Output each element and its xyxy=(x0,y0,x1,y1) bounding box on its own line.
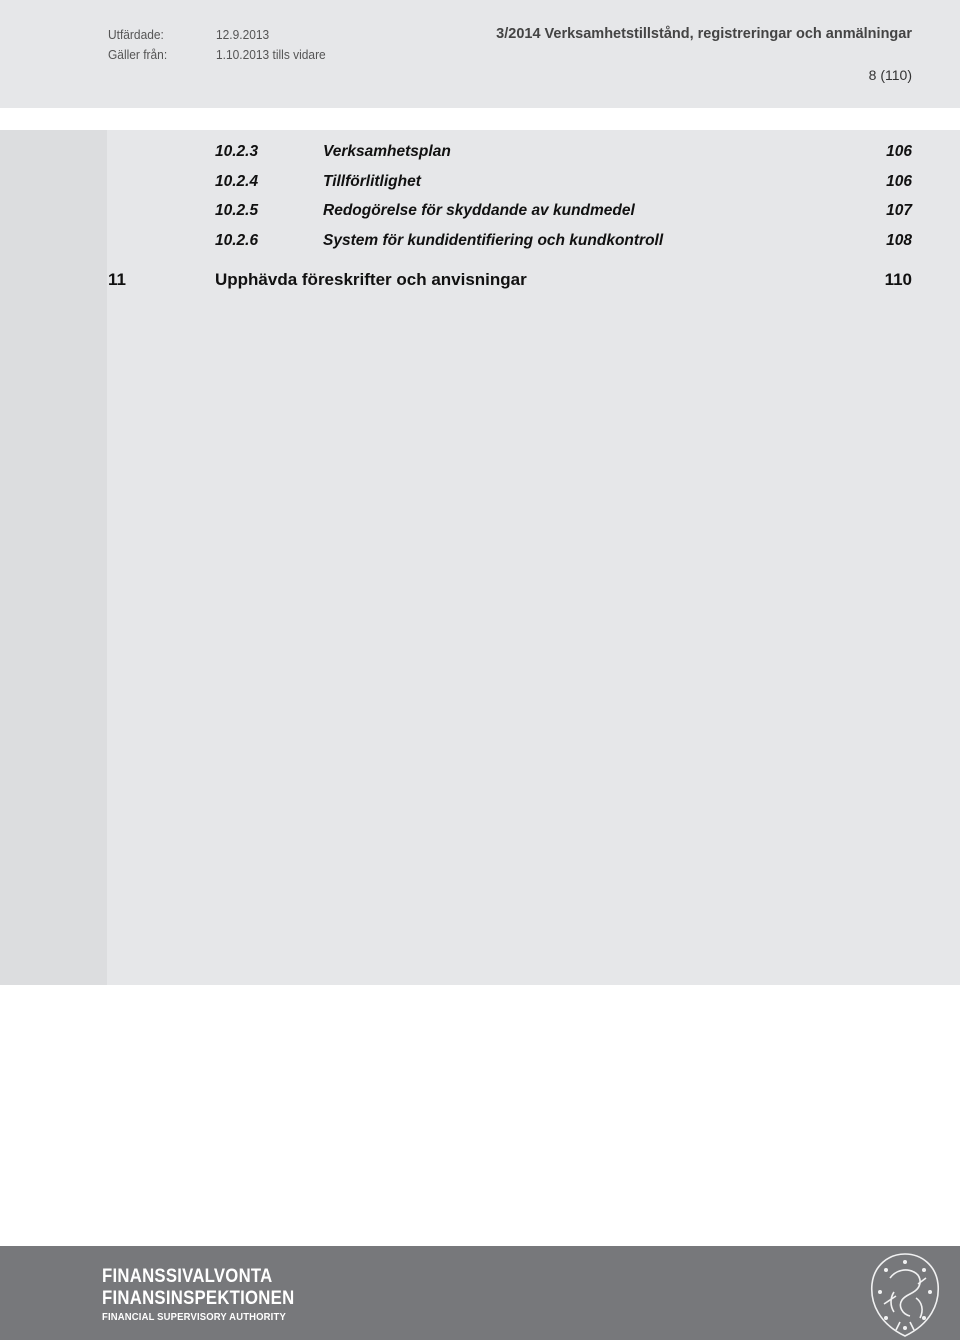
toc-page: 107 xyxy=(886,202,912,219)
document-title: 3/2014 Verksamhetstillstånd, registreringar och anmälningar xyxy=(496,26,912,42)
toc-number: 10.2.6 xyxy=(215,232,259,249)
page-footer xyxy=(0,1246,960,1340)
issued-label: Utfärdade: xyxy=(108,27,164,42)
toc-title: System för kundidentifiering och kundkontroll xyxy=(323,232,664,249)
toc-page: 106 xyxy=(886,143,912,160)
toc-number: 10.2.5 xyxy=(215,202,259,219)
logo-line-finnish: FINANSSIVALVONTA xyxy=(102,1266,273,1287)
toc-title: Upphävda föreskrifter och anvisningar xyxy=(215,270,527,289)
toc-entry-chapter[interactable] xyxy=(0,270,960,298)
valid-from-label: Gäller från: xyxy=(108,47,168,62)
toc-entry[interactable] xyxy=(0,232,960,260)
toc-page: 106 xyxy=(886,173,912,190)
toc-entry[interactable] xyxy=(0,143,960,171)
toc-page: 108 xyxy=(886,232,912,249)
toc-page: 110 xyxy=(884,270,912,289)
page-header xyxy=(0,0,960,108)
toc-number: 10.2.4 xyxy=(215,173,259,190)
toc-number: 11 xyxy=(108,270,126,289)
toc-title: Tillförlitlighet xyxy=(323,173,421,190)
lion-crest-icon xyxy=(860,1248,950,1340)
logo-line-swedish: FINANSINSPEKTIONEN xyxy=(102,1288,295,1309)
toc-title: Verksamhetsplan xyxy=(323,143,451,160)
toc-entry[interactable] xyxy=(0,173,960,201)
toc-number: 10.2.3 xyxy=(215,143,259,160)
logo-line-english: FINANCIAL SUPERVISORY AUTHORITY xyxy=(102,1311,286,1323)
toc-title: Redogörelse för skyddande av kundmedel xyxy=(323,202,635,219)
toc-entry[interactable] xyxy=(0,202,960,230)
valid-from-value: 1.10.2013 tills vidare xyxy=(216,47,326,62)
issued-date: 12.9.2013 xyxy=(216,27,270,42)
page-indicator: 8 (110) xyxy=(868,67,912,83)
